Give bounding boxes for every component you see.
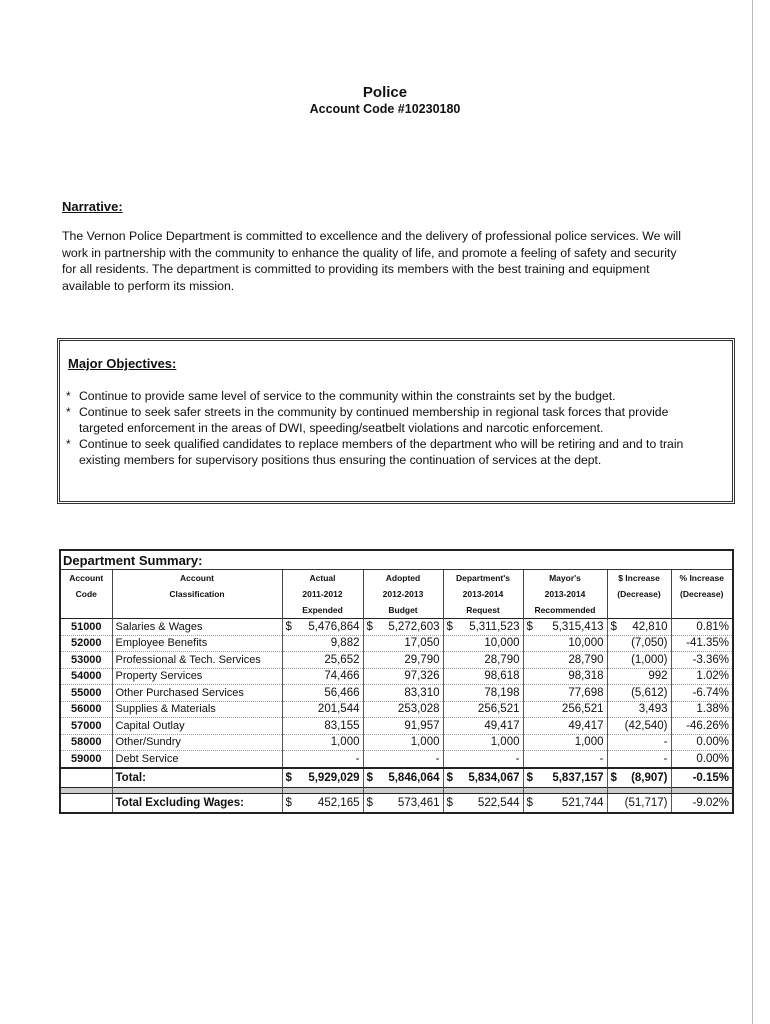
total-label: Total: — [112, 768, 282, 788]
account-code-cell: 55000 — [61, 685, 112, 702]
column-header-line: Actual — [309, 573, 336, 583]
column-header — [112, 570, 282, 619]
amount-cell — [282, 718, 363, 735]
column-header-line: (Decrease) — [680, 589, 724, 599]
amount-cell — [607, 793, 671, 812]
amount-cell — [443, 734, 523, 751]
table-row — [61, 734, 732, 751]
amount-cell — [607, 619, 671, 636]
column-header — [443, 570, 523, 619]
percent-cell: 0.00% — [696, 752, 729, 765]
currency-symbol: $ — [285, 620, 292, 633]
amount-value: 49,417 — [484, 719, 520, 732]
column-header — [671, 570, 732, 619]
amount-value: 83,310 — [404, 686, 440, 699]
total-excluding-wages-row — [61, 793, 732, 812]
amount-cell — [607, 768, 671, 788]
amount-value: 10,000 — [568, 637, 604, 650]
account-code-cell: 57000 — [61, 718, 112, 735]
percent-cell: 0.81% — [671, 619, 732, 636]
column-header-line: $ Increase — [618, 573, 660, 583]
column-header-line: Recommended — [534, 605, 596, 615]
amount-value: 28,790 — [484, 653, 520, 666]
amount-value: 1,000 — [490, 736, 520, 749]
amount-value: 256,521 — [477, 703, 520, 716]
amount-cell — [363, 652, 443, 669]
amount-cell — [363, 668, 443, 685]
amount-cell — [523, 701, 607, 718]
amount-value: 5,929,029 — [308, 771, 360, 784]
account-code-cell: 59000 — [61, 751, 112, 768]
amount-value: 42,810 — [632, 620, 668, 633]
amount-value: (5,612) — [631, 686, 668, 699]
narrative-text: The Vernon Police Department is committed to excellence and the delivery of professional police services. We will work in partnership with the community to enhance the quality of life, and promote a feeling of safety and security for all residents. The department is committed to providing its members with the best training and equipment available to perform its mission. — [62, 229, 682, 293]
column-header-line: Department's — [456, 573, 510, 583]
currency-symbol: $ — [366, 620, 373, 633]
amount-value: (1,000) — [631, 653, 668, 666]
amount-cell — [363, 701, 443, 718]
amount-cell — [282, 751, 363, 768]
amount-value: 77,698 — [568, 686, 604, 699]
objective-text: Continue to provide same level of service to the community within the constraints set by the budget. — [79, 389, 616, 403]
classification-cell: Property Services — [112, 668, 282, 685]
amount-value: 5,311,523 — [469, 620, 520, 633]
blank-cell — [61, 768, 112, 788]
classification-cell: Employee Benefits — [112, 635, 282, 652]
amount-value: 78,198 — [484, 686, 520, 699]
amount-cell — [363, 793, 443, 812]
amount-value: 98,618 — [484, 670, 520, 683]
amount-value: 83,155 — [324, 719, 360, 732]
column-header-line: Budget — [388, 605, 418, 615]
column-header-line: % Increase — [679, 573, 724, 583]
amount-cell — [282, 685, 363, 702]
amount-value: - — [599, 752, 604, 765]
amount-cell — [443, 668, 523, 685]
department-summary — [59, 549, 734, 814]
column-header — [363, 570, 443, 619]
classification-cell: Other/Sundry — [112, 734, 282, 751]
percent-cell: -9.02% — [692, 796, 729, 809]
amount-cell — [523, 768, 607, 788]
page-title: Police — [362, 84, 408, 101]
column-header-line: Mayor's — [549, 573, 581, 583]
amount-value: (8,907) — [631, 771, 668, 784]
page-edge-line — [752, 0, 753, 1024]
amount-cell — [443, 619, 523, 636]
amount-value: 56,466 — [324, 686, 360, 699]
amount-cell — [607, 734, 671, 751]
amount-value: (51,717) — [624, 796, 668, 809]
amount-cell — [443, 635, 523, 652]
currency-symbol: $ — [366, 796, 373, 809]
amount-cell — [523, 685, 607, 702]
account-code-cell: 51000 — [61, 619, 112, 636]
amount-value: 29,790 — [404, 653, 440, 666]
classification-cell: Other Purchased Services — [112, 685, 282, 702]
amount-cell — [363, 619, 443, 636]
column-header-line — [672, 602, 733, 618]
classification-cell: Supplies & Materials — [112, 701, 282, 718]
account-code-cell: 58000 — [61, 734, 112, 751]
classification-cell: Salaries & Wages — [112, 619, 282, 636]
percent-cell: -0.15% — [671, 768, 732, 788]
amount-cell — [523, 635, 607, 652]
summary-table — [61, 570, 732, 812]
amount-value: 521,744 — [561, 796, 604, 809]
amount-cell — [607, 701, 671, 718]
column-header-line: 2013-2014 — [544, 589, 586, 599]
amount-cell — [282, 668, 363, 685]
amount-cell — [607, 635, 671, 652]
column-header-line: Request — [466, 605, 500, 615]
table-row — [61, 685, 732, 702]
column-header-line: 2013-2014 — [462, 589, 504, 599]
amount-cell — [443, 793, 523, 812]
column-header-line: 2011-2012 — [302, 589, 343, 599]
amount-value: 1,000 — [574, 736, 604, 749]
percent-cell: 1.02% — [671, 668, 732, 685]
amount-cell — [443, 701, 523, 718]
amount-value: - — [663, 736, 668, 749]
objective-text: Continue to seek qualified candidates to replace members of the department who will be retiring and and to train existing members for supervisory positions thus ensuring the continuation of services at the dept. — [79, 437, 684, 467]
column-header-line: (Decrease) — [617, 589, 661, 599]
amount-value: 5,837,157 — [552, 771, 604, 784]
amount-value: 5,476,864 — [308, 620, 360, 633]
classification-cell: Capital Outlay — [112, 718, 282, 735]
amount-cell — [607, 751, 671, 768]
amount-value: 522,544 — [477, 796, 520, 809]
percent-cell: 0.00% — [671, 734, 732, 751]
objective-item: * Continue to seek qualified candidates to replace members of the department who will be retiring and and to train existing members for supervisory positions thus ensuring the continuation of services at the dept. — [66, 436, 706, 468]
amount-value: 97,326 — [404, 670, 440, 683]
amount-cell — [363, 635, 443, 652]
amount-cell — [607, 668, 671, 685]
amount-cell — [443, 768, 523, 788]
column-header — [282, 570, 363, 619]
amount-value: 5,834,067 — [468, 771, 520, 784]
currency-symbol: $ — [366, 771, 373, 784]
amount-cell — [523, 619, 607, 636]
column-header-line: 2012-2013 — [382, 589, 424, 599]
currency-symbol: $ — [285, 796, 292, 809]
currency-symbol: $ — [446, 620, 453, 633]
column-header-line: Account — [69, 573, 104, 583]
amount-value: (42,540) — [624, 719, 668, 732]
amount-cell — [363, 718, 443, 735]
amount-cell — [282, 635, 363, 652]
column-header-line: Adopted — [385, 573, 421, 583]
currency-symbol: $ — [526, 620, 533, 633]
objectives-heading: Major Objectives: — [68, 356, 177, 371]
amount-cell — [363, 734, 443, 751]
amount-value: 28,790 — [568, 653, 604, 666]
account-code-cell: 53000 — [61, 652, 112, 669]
narrative-heading: Narrative: — [62, 199, 123, 214]
column-header-line — [608, 602, 671, 618]
amount-value: 5,315,413 — [552, 620, 604, 633]
total-label: Total Excluding Wages: — [112, 793, 282, 812]
column-header-line: Expended — [302, 605, 343, 615]
amount-cell — [523, 668, 607, 685]
amount-cell — [523, 652, 607, 669]
column-header-line: Classification — [169, 589, 225, 599]
amount-value: 1,000 — [410, 736, 440, 749]
amount-value: 17,050 — [404, 637, 440, 650]
amount-value: 201,544 — [317, 703, 360, 716]
amount-cell — [363, 751, 443, 768]
classification-cell: Professional & Tech. Services — [112, 652, 282, 669]
amount-cell — [607, 685, 671, 702]
column-header-line: Code — [75, 589, 97, 599]
amount-value: 3,493 — [638, 703, 668, 716]
amount-value: 10,000 — [484, 637, 520, 650]
amount-cell — [523, 751, 607, 768]
amount-cell — [523, 718, 607, 735]
currency-symbol: $ — [526, 771, 533, 784]
amount-value: 256,521 — [561, 703, 604, 716]
account-code: Account Code #10230180 — [309, 102, 461, 116]
percent-cell: -46.26% — [671, 718, 732, 735]
amount-cell — [443, 685, 523, 702]
column-header-line — [113, 602, 282, 618]
column-header — [607, 570, 671, 619]
objectives-list — [66, 388, 706, 468]
summary-title: Department Summary: — [61, 551, 732, 570]
table-row — [61, 701, 732, 718]
column-header — [61, 570, 112, 619]
currency-symbol: $ — [526, 796, 533, 809]
amount-cell — [363, 685, 443, 702]
amount-value: 452,165 — [317, 796, 360, 809]
amount-cell — [443, 718, 523, 735]
amount-cell — [282, 701, 363, 718]
currency-symbol: $ — [446, 771, 453, 784]
percent-cell: -41.35% — [671, 635, 732, 652]
amount-value: 573,461 — [397, 796, 440, 809]
objective-item: * Continue to seek safer streets in the community by continued membership in regional task forces that provide targeted enforcement in the areas of DWI, speeding/seatbelt violations and narcotic enforcement. — [66, 404, 706, 436]
amount-value: - — [663, 752, 668, 765]
amount-cell — [282, 734, 363, 751]
table-row — [61, 635, 732, 652]
amount-value: 5,846,064 — [388, 771, 440, 784]
total-row — [61, 768, 732, 788]
amount-value: 253,028 — [397, 703, 440, 716]
percent-cell: -3.36% — [671, 652, 732, 669]
objective-text: Continue to seek safer streets in the community by continued membership in regional task forces that provide targeted enforcement in the areas of DWI, speeding/seatbelt violations and narcotic enforcement. — [79, 405, 669, 435]
amount-cell — [523, 793, 607, 812]
percent-cell: -6.74% — [671, 685, 732, 702]
amount-cell — [282, 768, 363, 788]
amount-value: 9,882 — [330, 637, 360, 650]
amount-cell — [282, 793, 363, 812]
amount-cell — [443, 751, 523, 768]
currency-symbol: $ — [610, 620, 617, 633]
amount-value: 5,272,603 — [388, 620, 440, 633]
amount-cell — [282, 652, 363, 669]
amount-value: 98,318 — [568, 670, 604, 683]
table-row — [61, 668, 732, 685]
currency-symbol: $ — [285, 771, 292, 784]
amount-value: - — [515, 752, 520, 765]
amount-value: 49,417 — [568, 719, 604, 732]
amount-value: - — [355, 752, 360, 765]
amount-cell — [443, 652, 523, 669]
table-row — [61, 751, 732, 768]
amount-cell — [363, 768, 443, 788]
amount-cell — [607, 718, 671, 735]
column-header — [523, 570, 607, 619]
amount-cell — [607, 652, 671, 669]
blank-cell — [61, 793, 112, 812]
percent-cell: 1.38% — [671, 701, 732, 718]
objective-item: * Continue to provide same level of service to the community within the constraints set by the budget. — [66, 389, 616, 403]
amount-value: 25,652 — [324, 653, 360, 666]
amount-value: 74,466 — [324, 670, 360, 683]
column-header-line — [61, 602, 112, 618]
account-code-cell: 54000 — [61, 668, 112, 685]
amount-value: 992 — [648, 670, 668, 683]
account-code-cell: 56000 — [61, 701, 112, 718]
amount-value: 1,000 — [330, 736, 360, 749]
table-row — [61, 652, 732, 669]
currency-symbol: $ — [610, 771, 617, 784]
amount-value: - — [435, 752, 440, 765]
amount-value: (7,050) — [631, 637, 668, 650]
amount-cell — [282, 619, 363, 636]
classification-cell: Debt Service — [112, 751, 282, 768]
table-row — [61, 718, 732, 735]
amount-cell — [523, 734, 607, 751]
table-row — [61, 619, 732, 636]
amount-value: 91,957 — [404, 719, 440, 732]
account-code-cell: 52000 — [61, 635, 112, 652]
column-header-line: Account — [180, 573, 214, 583]
currency-symbol: $ — [446, 796, 453, 809]
